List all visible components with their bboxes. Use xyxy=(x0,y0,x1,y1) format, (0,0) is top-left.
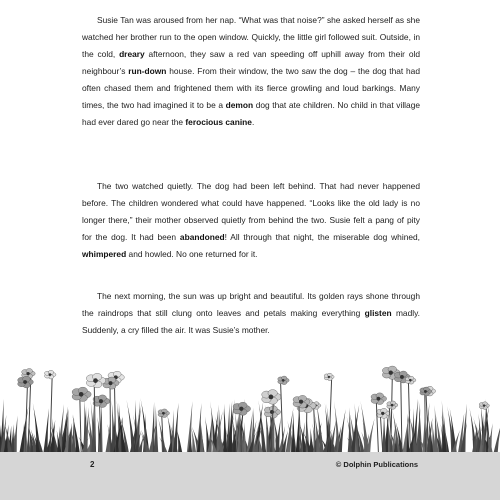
page-number: 2 xyxy=(90,460,95,469)
vocabulary-word: demon xyxy=(225,100,254,110)
text-run: house. From their window, the two saw the dog – the dog that had often chased them and frightened them with its fierce growling and loud barkings. Many times, the two had imagined it to be a xyxy=(82,66,420,110)
page-footer xyxy=(0,452,500,500)
vocabulary-word: run-down xyxy=(128,66,167,76)
text-run: The next morning, the sun was up bright and beautiful. Its golden rays shone through the raindrops that still clung onto leaves and petals making everything xyxy=(82,291,420,318)
vocabulary-word: ferocious canine xyxy=(185,117,252,127)
story-paragraph-1 xyxy=(82,12,420,131)
text-run: afternoon, they saw a red van speeding off uphill away from their old neighbour’s xyxy=(82,49,420,76)
flower-meadow-illustration xyxy=(0,360,500,452)
text-run: and howled. No one returned for it. xyxy=(126,249,258,259)
vocabulary-word: abandoned xyxy=(179,232,225,242)
text-run: dog that ate children. No child in that village had ever dared go near the xyxy=(82,100,421,127)
story-paragraph-2 xyxy=(82,178,420,263)
text-run: . xyxy=(251,117,255,127)
paragraph-text xyxy=(82,12,420,131)
text-run: The two watched quietly. The dog had been left behind. That had never happened before. The children wondered what could have happened. “Looks like the old lady is no longer there,” their mother observed quietly from behind the two. Susie felt a pang of pity for the dog. It had been xyxy=(82,181,420,242)
flower-stem xyxy=(425,391,426,452)
vocabulary-word: glisten xyxy=(364,308,392,318)
text-run: Susie Tan was aroused from her nap. “What was that noise?” she asked herself as she watched her brother run to the open window. Quickly, the little girl followed suit. Outside, in the cold, xyxy=(82,15,420,59)
publisher-credit: © Dolphin Publications xyxy=(335,460,418,469)
paragraph-text xyxy=(82,178,420,263)
text-run: ! All through that night, the miserable dog whined, xyxy=(224,232,421,242)
text-run: madly. Suddenly, a cry filled the air. It was Susie’s mother. xyxy=(82,308,420,335)
story-paragraph-3 xyxy=(82,288,420,339)
vocabulary-word: whimpered xyxy=(82,249,127,259)
paragraph-text xyxy=(82,288,420,339)
vocabulary-word: dreary xyxy=(119,49,145,59)
